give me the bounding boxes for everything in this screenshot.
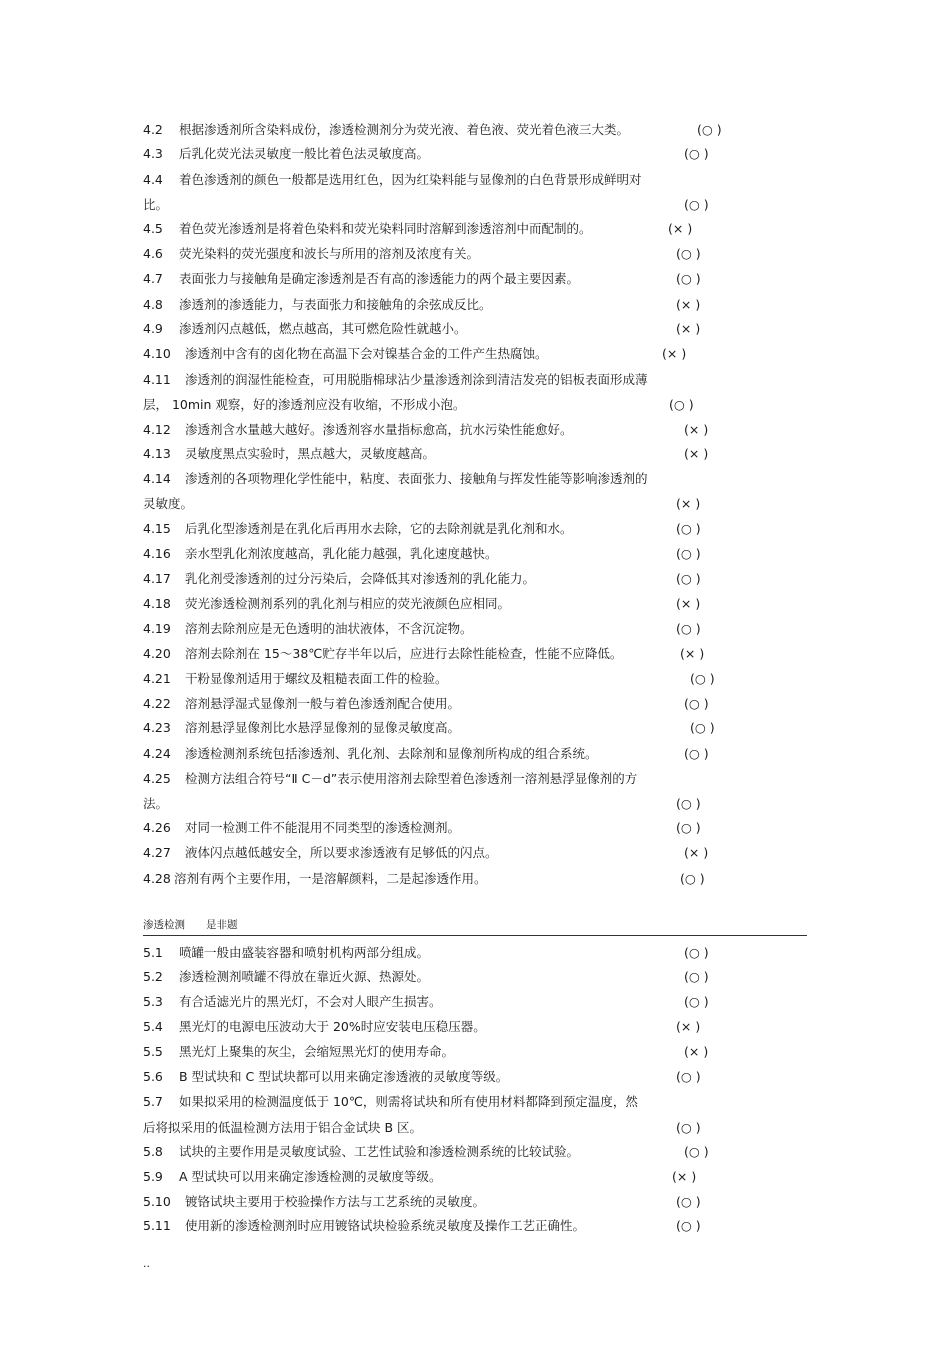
- question-text: 黑光灯上聚集的灰尘，会缩短黑光灯的使用寿命。: [179, 1044, 455, 1059]
- question-text: 后乳化荧光法灵敏度一般比着色法灵敏度高。: [179, 146, 430, 161]
- question-5-item: [143, 994, 442, 1010]
- question-text: B 型试块和 C 型试块都可以用来确定渗透液的灵敏度等级。: [179, 1069, 509, 1084]
- question-number: 4.16: [143, 546, 171, 561]
- question-5-item: [143, 1044, 454, 1060]
- answer-mark: (× ): [684, 1044, 709, 1059]
- question-number: 4.4: [143, 172, 163, 187]
- answer-mark: (○ ): [676, 546, 701, 561]
- question-4-item: [143, 621, 473, 637]
- question-number: 4.3: [143, 146, 163, 161]
- question-number: 4.25: [143, 771, 171, 786]
- question-number: 4.12: [143, 422, 171, 437]
- question-text: 渗透检测剂系统包括渗透剂、乳化剂、去除剂和显像剂所构成的组合系统。: [185, 746, 598, 761]
- question-text: 溶剂悬浮显像剂比水悬浮显像剂的显像灵敏度高。: [185, 720, 461, 735]
- answer-mark: (○ ): [684, 746, 709, 761]
- question-4-item: [143, 271, 579, 287]
- question-5-item: [143, 1069, 508, 1085]
- question-text: 溶剂有两个主要作用，一是溶解颜料，二是起渗透作用。: [174, 871, 487, 886]
- question-number: 4.21: [143, 671, 171, 686]
- question-text: 喷罐一般由盛装容器和喷射机构两部分组成。: [179, 945, 430, 960]
- question-text: 检测方法组合符号“Ⅱ C－d”表示使用溶剂去除型着色渗透剂一溶剂悬浮显像剂的方: [185, 771, 638, 786]
- question-text: 干粉显像剂适用于螺纹及粗糙表面工件的检验。: [185, 671, 448, 686]
- answer-mark: (○ ): [684, 945, 709, 960]
- question-text: 渗透剂的各项物理化学性能中，粘度、表面张力、接触角与挥发性能等影响渗透剂的: [185, 471, 648, 486]
- question-4-item: [143, 696, 460, 712]
- answer-mark: (× ): [684, 422, 709, 437]
- question-5-item: [143, 969, 429, 985]
- answer-mark: (○ ): [676, 521, 701, 536]
- answer-mark: (× ): [684, 845, 709, 860]
- question-number: 4.26: [143, 820, 171, 835]
- answer-mark: (× ): [676, 496, 701, 511]
- answer-mark: (○ ): [684, 197, 709, 212]
- section-header: 渗透检测 是非题: [143, 919, 238, 931]
- question-number: 4.6: [143, 246, 163, 261]
- question-text: 溶剂悬浮湿式显像剂一般与着色渗透剂配合使用。: [185, 696, 461, 711]
- question-4-item: [143, 720, 460, 736]
- question-text: 使用新的渗透检测剂时应用镀铬试块检验系统灵敏度及操作工艺正确性。: [185, 1218, 586, 1233]
- question-text: 镀铬试块主要用于校验操作方法与工艺系统的灵敏度。: [185, 1194, 486, 1209]
- question-text: A 型试块可以用来确定渗透检测的灵敏度等级。: [179, 1169, 442, 1184]
- answer-mark: (× ): [668, 221, 693, 236]
- question-text: 如果拟采用的检测温度低于 10℃，则需将试块和所有使用材料都降到预定温度，然: [179, 1094, 638, 1109]
- question-number: 4.23: [143, 720, 171, 735]
- question-number: 4.8: [143, 297, 163, 312]
- question-text: 试块的主要作用是灵敏度试验、工艺性试验和渗透检测系统的比较试验。: [179, 1144, 580, 1159]
- question-number: 4.27: [143, 845, 171, 860]
- question-number: 5.10: [143, 1194, 171, 1209]
- answer-mark: (○ ): [684, 969, 709, 984]
- question-4-item: [143, 521, 573, 537]
- question-text-continued: 层， 10min 观察，好的渗透剂应没有收缩，不形成小泡。: [143, 397, 466, 412]
- question-5-item: [143, 1194, 485, 1210]
- answer-mark: (○ ): [676, 796, 701, 811]
- header-divider: [143, 935, 807, 936]
- question-4-item: [143, 596, 510, 612]
- answer-mark: (○ ): [690, 720, 715, 735]
- page-footer: ..: [143, 1257, 150, 1270]
- question-text-continued: 灵敏度。: [143, 496, 194, 511]
- question-text: 液体闪点越低越安全，所以要求渗透液有足够低的闪点。: [185, 845, 498, 860]
- answer-mark: (× ): [676, 297, 701, 312]
- question-number: 4.18: [143, 596, 171, 611]
- answer-mark: (○ ): [684, 1144, 709, 1159]
- question-text: 后乳化型渗透剂是在乳化后再用水去除，它的去除剂就是乳化剂和水。: [185, 521, 573, 536]
- answer-mark: (× ): [684, 446, 709, 461]
- question-4-item: [143, 845, 498, 861]
- question-number: 4.15: [143, 521, 171, 536]
- answer-mark: (○ ): [684, 994, 709, 1009]
- question-4-item: [143, 422, 573, 438]
- question-number: 5.6: [143, 1069, 163, 1084]
- answer-mark: (○ ): [697, 122, 722, 137]
- answer-mark: (○ ): [676, 1120, 701, 1135]
- question-4-item: [143, 346, 548, 362]
- question-number: 4.9: [143, 321, 163, 336]
- question-text: 表面张力与接触角是确定渗透剂是否有高的渗透能力的两个最主要因素。: [179, 271, 580, 286]
- question-4-item: [143, 221, 592, 237]
- question-text-continued: 法。: [143, 796, 169, 811]
- question-number: 5.2: [143, 969, 163, 984]
- question-4-item: [143, 746, 598, 762]
- question-4-item: [143, 372, 648, 388]
- question-4-item: [143, 446, 435, 462]
- question-5-item: [143, 1144, 579, 1160]
- question-4-item: [143, 471, 648, 487]
- question-4-item: [143, 571, 535, 587]
- question-text: 着色渗透剂的颜色一般都是选用红色，因为红染料能与显像剂的白色背景形成鲜明对: [179, 172, 642, 187]
- question-4-item: [143, 646, 622, 662]
- answer-mark: (× ): [676, 596, 701, 611]
- question-number: 5.3: [143, 994, 163, 1009]
- question-4-item: [143, 321, 467, 337]
- answer-mark: (○ ): [676, 1069, 701, 1084]
- question-4-item: [143, 122, 629, 138]
- question-text-continued: 后将拟采用的低温检测方法用于铝合金试块 B 区。: [143, 1120, 423, 1135]
- question-number: 4.19: [143, 621, 171, 636]
- question-number: 4.17: [143, 571, 171, 586]
- question-4-item: [143, 546, 498, 562]
- answer-mark: (× ): [676, 321, 701, 336]
- question-number: 4.20: [143, 646, 171, 661]
- question-number: 5.9: [143, 1169, 163, 1184]
- question-text: 溶剂去除剂在 15～38℃贮存半年以后，应进行去除性能检查，性能不应降低。: [185, 646, 623, 661]
- question-text: 渗透剂含水量越大越好。渗透剂容水量指标愈高，抗水污染性能愈好。: [185, 422, 573, 437]
- question-4-item: [143, 246, 479, 262]
- question-number: 4.7: [143, 271, 163, 286]
- answer-mark: (○ ): [676, 571, 701, 586]
- answer-mark: (○ ): [676, 271, 701, 286]
- answer-mark: (○ ): [676, 820, 701, 835]
- answer-mark: (○ ): [676, 1194, 701, 1209]
- question-text: 乳化剂受渗透剂的过分污染后，会降低其对渗透剂的乳化能力。: [185, 571, 536, 586]
- answer-mark: (○ ): [676, 621, 701, 636]
- question-text-continued: 比。: [143, 197, 169, 212]
- question-4-item: [143, 871, 487, 887]
- question-text: 黑光灯的电源电压波动大于 20%时应安装电压稳压器。: [179, 1019, 486, 1034]
- question-text: 荧光染料的荧光强度和波长与所用的溶剂及浓度有关。: [179, 246, 480, 261]
- question-4-item: [143, 146, 429, 162]
- question-text: 着色荧光渗透剂是将着色染料和荧光染料同时溶解到渗透溶剂中而配制的。: [179, 221, 592, 236]
- question-number: 4.5: [143, 221, 163, 236]
- question-number: 5.1: [143, 945, 163, 960]
- answer-mark: (○ ): [676, 246, 701, 261]
- question-5-item: [143, 1169, 442, 1185]
- question-4-item: [143, 297, 492, 313]
- question-text: 亲水型乳化剂浓度越高，乳化能力越强，乳化速度越快。: [185, 546, 498, 561]
- question-text: 渗透剂中含有的卤化物在高温下会对镍基合金的工件产生热腐蚀。: [185, 346, 548, 361]
- question-text: 灵敏度黑点实验时，黑点越大，灵敏度越高。: [185, 446, 436, 461]
- question-number: 5.8: [143, 1144, 163, 1159]
- answer-mark: (× ): [680, 646, 705, 661]
- question-5-item: [143, 1094, 638, 1110]
- question-4-item: [143, 671, 448, 687]
- question-number: 4.14: [143, 471, 171, 486]
- question-text: 渗透剂闪点越低，燃点越高，其可燃危险性就越小。: [179, 321, 467, 336]
- question-5-item: [143, 1218, 585, 1234]
- question-number: 5.11: [143, 1218, 171, 1233]
- question-text: 渗透剂的润湿性能检查，可用脱脂棉球沾少量渗透剂涂到清洁发亮的铝板表面形成薄: [185, 372, 648, 387]
- question-number: 5.4: [143, 1019, 163, 1034]
- question-number: 4.10: [143, 346, 171, 361]
- question-number: 5.7: [143, 1094, 163, 1109]
- question-number: 4.22: [143, 696, 171, 711]
- question-text: 溶剂去除剂应是无色透明的油状液体，不含沉淀物。: [185, 621, 473, 636]
- answer-mark: (○ ): [690, 671, 715, 686]
- question-text: 渗透剂的渗透能力，与表面张力和接触角的余弦成反比。: [179, 297, 492, 312]
- question-5-item: [143, 1019, 486, 1035]
- question-number: 4.28: [143, 871, 171, 886]
- question-text: 渗透检测剂喷罐不得放在靠近火源、热源处。: [179, 969, 430, 984]
- question-number: 5.5: [143, 1044, 163, 1059]
- question-text: 对同一检测工件不能混用不同类型的渗透检测剂。: [185, 820, 461, 835]
- answer-mark: (○ ): [669, 397, 694, 412]
- answer-mark: (× ): [676, 1019, 701, 1034]
- answer-mark: (○ ): [676, 1218, 701, 1233]
- question-4-item: [143, 771, 637, 787]
- question-number: 4.13: [143, 446, 171, 461]
- question-number: 4.2: [143, 122, 163, 137]
- answer-mark: (× ): [672, 1169, 697, 1184]
- question-4-item: [143, 172, 642, 188]
- question-5-item: [143, 945, 429, 961]
- question-text: 根据渗透剂所含染料成份，渗透检测剂分为荧光液、着色液、荧光着色液三大类。: [179, 122, 630, 137]
- question-number: 4.11: [143, 372, 171, 387]
- question-4-item: [143, 820, 460, 836]
- answer-mark: (× ): [662, 346, 687, 361]
- question-text: 荧光渗透检测剂系列的乳化剂与相应的荧光液颜色应相同。: [185, 596, 511, 611]
- question-text: 有合适滤光片的黑光灯，不会对人眼产生损害。: [179, 994, 442, 1009]
- answer-mark: (○ ): [684, 696, 709, 711]
- answer-mark: (○ ): [680, 871, 705, 886]
- answer-mark: (○ ): [684, 146, 709, 161]
- question-number: 4.24: [143, 746, 171, 761]
